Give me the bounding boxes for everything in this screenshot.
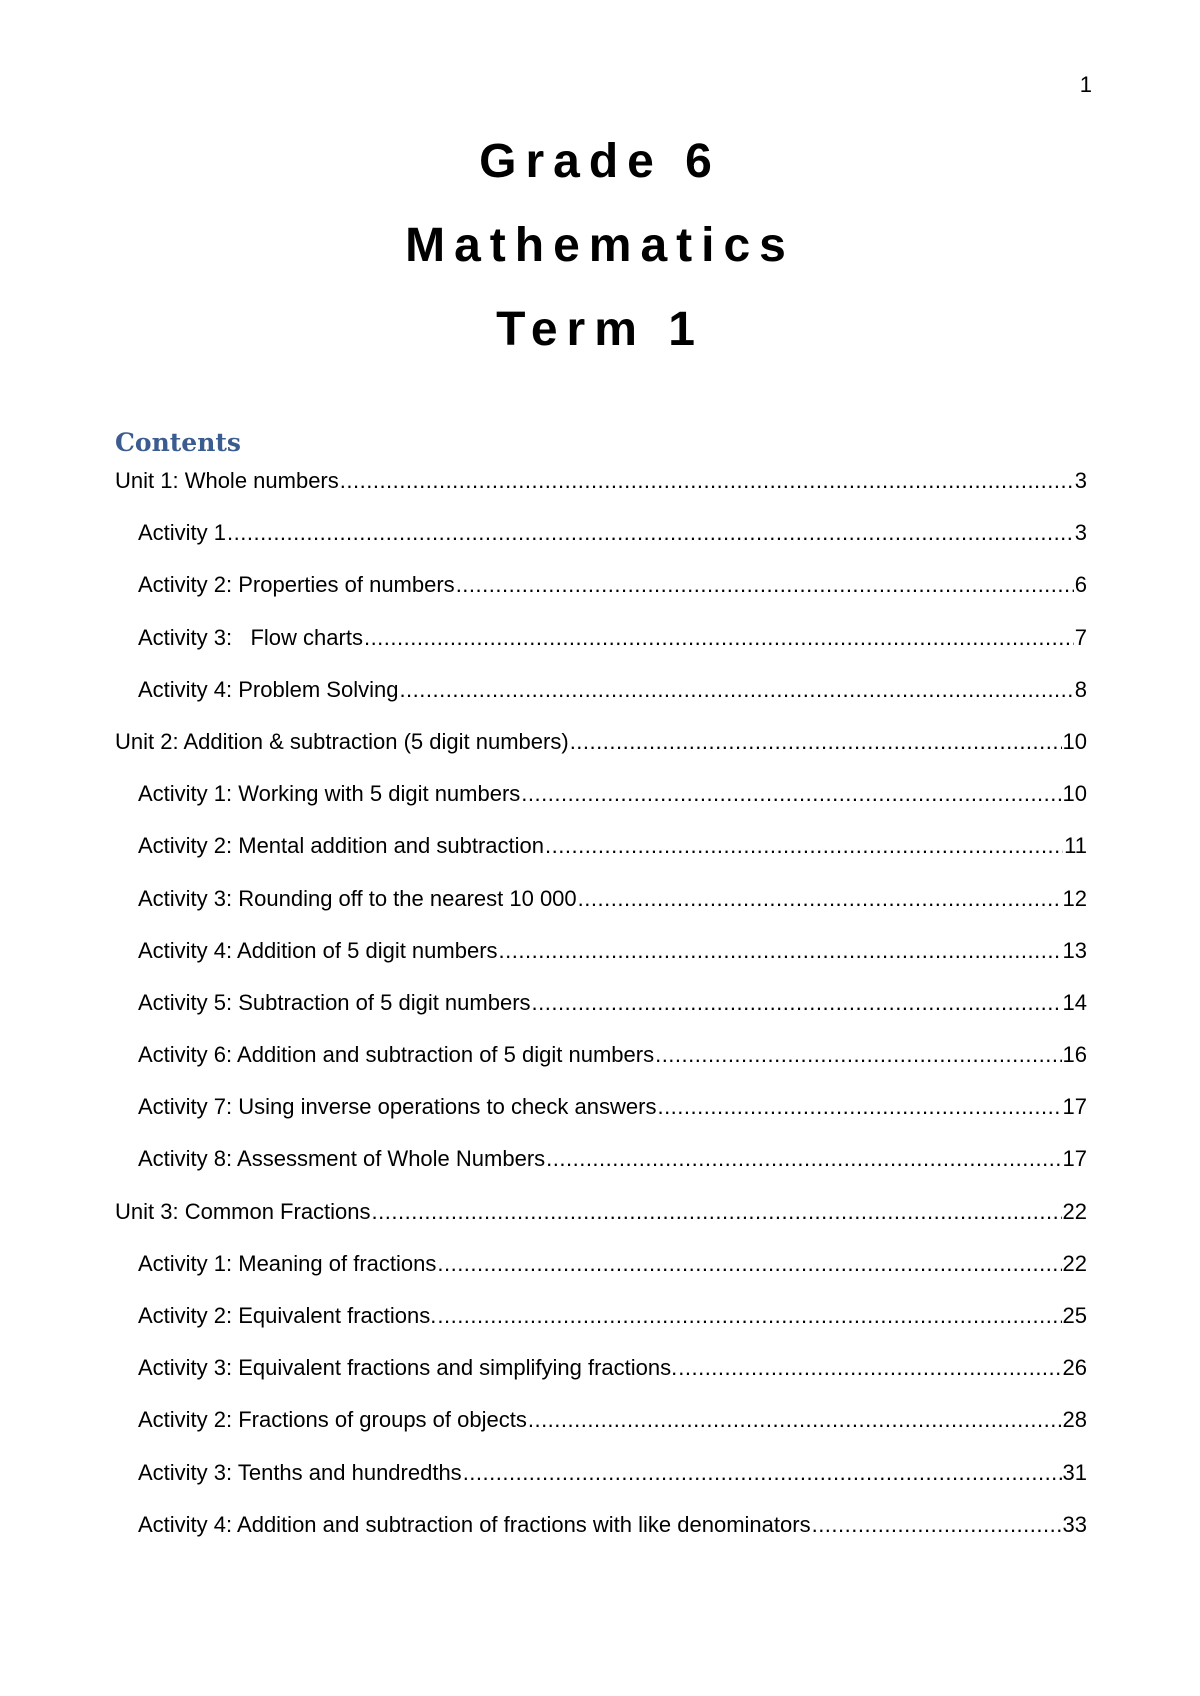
toc-dot-leader [655,1038,1061,1072]
toc-entry-label: Activity 6: Addition and subtraction of 5 digit numbers [138,1042,655,1068]
toc-activity-entry[interactable] [115,1403,1087,1455]
title-line-grade: Grade 6 [479,135,721,188]
toc-entry-label: Activity 2: Fractions of groups of objects [138,1407,527,1433]
toc-dot-leader [678,1351,1061,1385]
toc-entry-label: Activity 7: Using inverse operations to check answers [138,1094,657,1120]
contents-heading: Contents [115,428,242,457]
toc-entry-page: 10 [1062,728,1087,754]
toc-entry-label: Activity 3: Rounding off to the nearest 10 000 [138,885,577,911]
toc-entry-label: Activity 5: Subtraction of 5 digit numbers [138,989,531,1015]
toc-unit-entry[interactable] [115,1195,1087,1247]
toc-activity-entry[interactable] [115,777,1087,829]
toc-entry-label: Activity 2: Mental addition and subtraction [138,833,545,859]
toc-entry-page: 12 [1062,885,1087,911]
toc-dot-leader [528,1403,1062,1437]
toc-activity-entry[interactable] [115,934,1087,986]
toc-entry-page: 7 [1074,624,1087,650]
toc-dot-leader [437,1247,1061,1281]
toc-entry-page: 6 [1074,572,1087,598]
toc-entry-page: 8 [1074,676,1087,702]
toc-entry-label: Activity 8: Assessment of Whole Numbers [138,1146,546,1172]
toc-entry-label: Activity 1: Working with 5 digit numbers [138,781,521,807]
toc-entry-page: 14 [1062,989,1087,1015]
toc-entry-page: 26 [1062,1355,1087,1381]
toc-activity-entry[interactable] [115,621,1087,673]
toc-entry-page: 28 [1062,1407,1087,1433]
toc-dot-leader [570,725,1062,759]
toc-entry-label: Activity 3: Equivalent fractions and simplifying fractions. [138,1355,678,1381]
toc-entry-page: 33 [1062,1511,1087,1537]
toc-dot-leader [456,568,1074,602]
toc-entry-label: Activity 4: Addition and subtraction of fractions with like denominators [138,1511,811,1537]
toc-activity-entry[interactable] [115,1090,1087,1142]
toc-unit-entry[interactable] [115,725,1087,777]
toc-activity-entry[interactable] [115,1247,1087,1299]
toc-dot-leader [521,777,1061,811]
toc-entry-page: 11 [1064,833,1087,859]
toc-entry-label: Activity 3: Tenths and hundredths [138,1459,462,1485]
toc-entry-page: 3 [1074,520,1087,546]
toc-entry-page: 3 [1074,468,1087,493]
toc-activity-entry[interactable] [115,829,1087,881]
toc-entry-page: 17 [1062,1094,1087,1120]
toc-entry-label: Activity 4: Addition of 5 digit numbers [138,937,498,963]
toc-entry-label: Activity 2: Equivalent fractions. [138,1303,437,1328]
toc-entry-page: 13 [1062,937,1087,963]
toc-dot-leader [812,1508,1062,1542]
toc-activity-entry[interactable] [115,1508,1087,1560]
toc-entry-label: Activity 1: Meaning of fractions [138,1250,437,1276]
toc-entry-label: Activity 1 [138,520,227,546]
toc-activity-entry[interactable] [115,1038,1087,1090]
toc-dot-leader [463,1456,1062,1490]
toc-entry-page: 22 [1062,1250,1087,1276]
toc-dot-leader [227,516,1074,550]
toc-activity-entry[interactable] [115,1142,1087,1194]
toc-activity-entry[interactable] [115,1351,1087,1403]
toc-dot-leader [364,621,1074,655]
toc-dot-leader [399,673,1073,707]
table-of-contents [115,464,1087,1560]
toc-entry-label: Activity 4: Problem Solving [138,676,399,702]
toc-entry-page: 10 [1062,781,1087,807]
toc-dot-leader [532,986,1062,1020]
toc-entry-page: 22 [1062,1198,1087,1224]
toc-activity-entry[interactable] [115,568,1087,620]
toc-entry-page: 17 [1062,1146,1087,1172]
toc-dot-leader [340,464,1074,498]
toc-dot-leader [657,1090,1061,1124]
toc-dot-leader [545,829,1063,863]
toc-activity-entry[interactable] [115,1456,1087,1508]
toc-entry-label: Activity 3: Flow charts [138,624,363,650]
toc-activity-entry[interactable] [115,673,1087,725]
title-line-subject: Mathematics [405,219,795,272]
toc-dot-leader [372,1195,1062,1229]
toc-dot-leader [437,1299,1061,1333]
toc-entry-label: Unit 3: Common Fractions [115,1198,371,1224]
toc-entry-page: 31 [1062,1459,1087,1485]
toc-dot-leader [499,934,1062,968]
toc-activity-entry[interactable] [115,1299,1087,1351]
toc-entry-page: 16 [1062,1042,1087,1068]
toc-activity-entry[interactable] [115,516,1087,568]
toc-activity-entry[interactable] [115,986,1087,1038]
document-title [0,120,1200,372]
toc-entry-label: Activity 2: Properties of numbers [138,572,455,598]
toc-dot-leader [546,1142,1061,1176]
toc-entry-page: 25 [1062,1303,1087,1328]
toc-activity-entry[interactable] [115,882,1087,934]
toc-entry-label: Unit 1: Whole numbers [115,468,339,493]
toc-dot-leader [578,882,1062,916]
toc-entry-label: Unit 2: Addition & subtraction (5 digit numbers) [115,728,569,754]
page-number: 1 [1079,72,1092,97]
toc-unit-entry[interactable] [115,464,1087,516]
title-line-term: Term 1 [496,303,704,356]
